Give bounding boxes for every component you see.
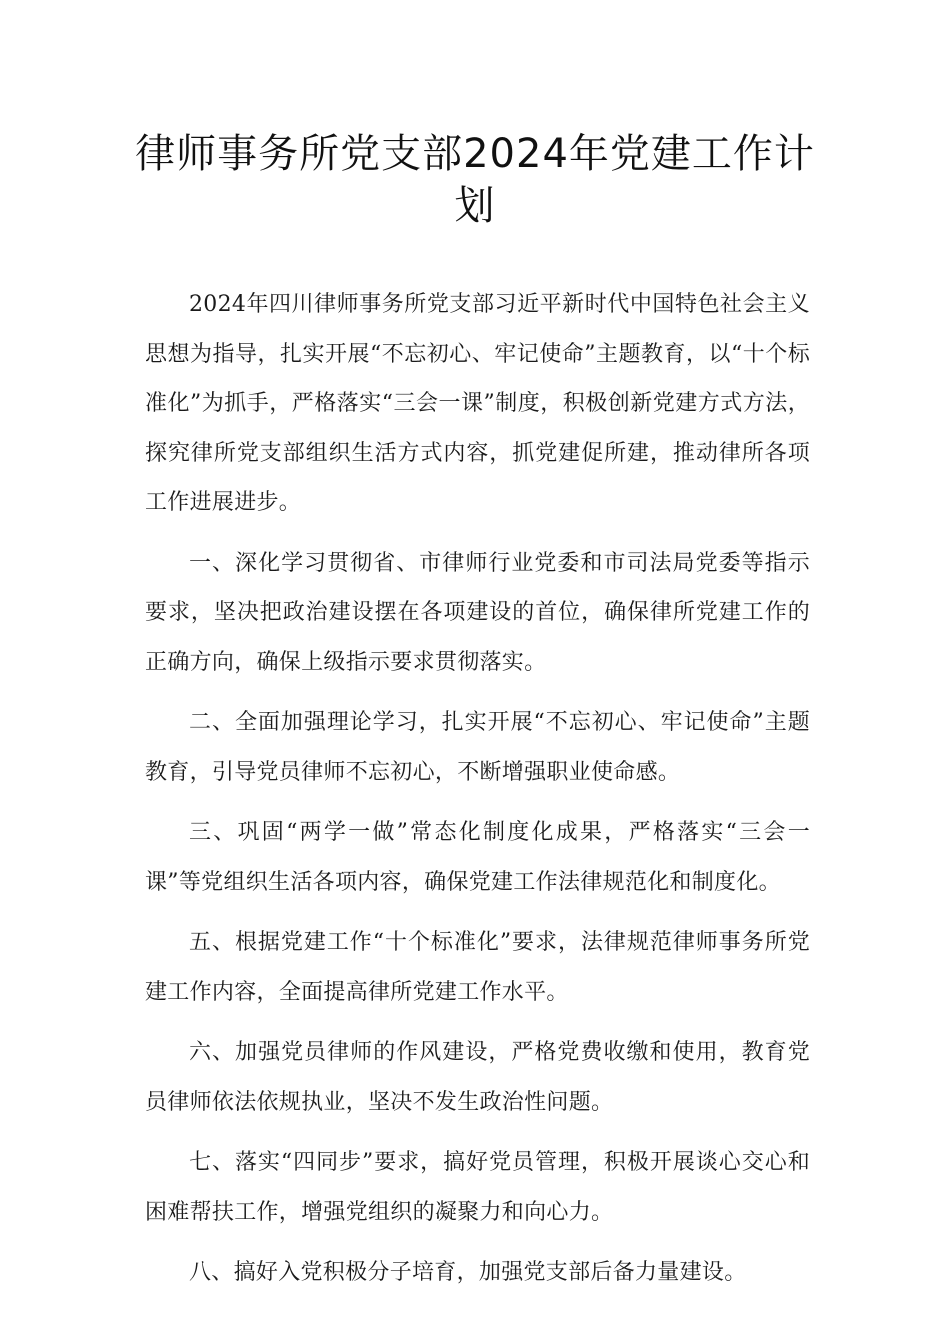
paragraph-item-8: 八、搞好入党积极分子培育，加强党支部后备力量建设。 <box>189 1260 747 1285</box>
document-body <box>145 280 810 1309</box>
paragraph-item-1: 一、深化学习贯彻省、市律师行业党委和市司法局党委等指示要求，坚决把政治建设摆在各项建设的首位，确保律所党建工作的正确方向，确保上级指示要求贯彻落实。 <box>145 550 810 675</box>
paragraph-intro: 2024年四川律师事务所党支部习近平新时代中国特色社会主义思想为指导，扎实开展“不忘初心、牢记使命”主题教育，以“十个标准化”为抓手，严格落实“三会一课”制度，积极创新党建方式方法，探究律所党支部组织生活方式内容，抓党建促所建，推动律所各项工作进展进步。 <box>145 292 810 515</box>
paragraph-item-6: 六、加强党员律师的作风建设，严格党费收缴和使用，教育党员律师依法依规执业，坚决不发生政治性问题。 <box>145 1040 810 1115</box>
paragraph-item-5: 五、根据党建工作“十个标准化”要求，法律规范律师事务所党建工作内容，全面提高律所党建工作水平。 <box>145 930 810 1005</box>
paragraph-item-3: 三、巩固“两学一做”常态化制度化成果，严格落实“三会一课”等党组织生活各项内容，确保党建工作法律规范化和制度化。 <box>145 820 810 895</box>
paragraph-item-2: 二、全面加强理论学习，扎实开展“不忘初心、牢记使命”主题教育，引导党员律师不忘初心，不断增强职业使命感。 <box>145 710 810 785</box>
document-title: 律师事务所党支部2024年党建工作计划 <box>135 131 815 229</box>
paragraph-item-7: 七、落实“四同步”要求，搞好党员管理，积极开展谈心交心和困难帮扶工作，增强党组织的凝聚力和向心力。 <box>145 1150 810 1225</box>
